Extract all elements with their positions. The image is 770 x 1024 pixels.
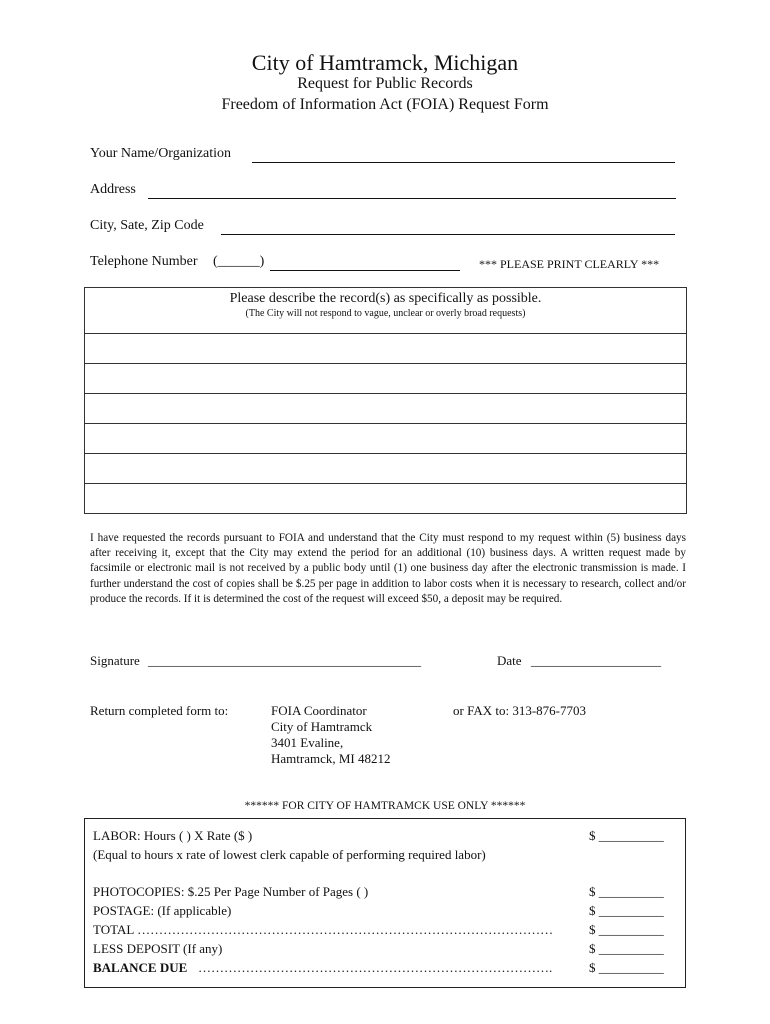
signature-field[interactable]: __________________________________________ [148, 653, 421, 668]
records-request-heading: Please describe the record(s) as specifically as possible. [229, 291, 542, 306]
name-label: Your Name/Organization [90, 146, 232, 161]
form-title: City of Hamtramck, Michigan [251, 50, 519, 75]
address-field[interactable] [148, 198, 676, 199]
balance-due-dots: ………………………………………………………………………. [198, 960, 553, 975]
name-field[interactable] [252, 162, 675, 163]
photocopies-amount[interactable]: $ __________ [589, 884, 664, 899]
form-subtitle-foia: Freedom of Information Act (FOIA) Request Form [221, 96, 549, 113]
postage-line: POSTAGE: (If applicable) [93, 903, 232, 918]
labor-note: (Equal to hours x rate of lowest clerk capable of performing required labor) [93, 847, 486, 862]
return-address [271, 703, 391, 767]
total-line: TOTAL …………………………………………………………………………………… [93, 922, 554, 937]
deposit-amount[interactable]: $ __________ [589, 941, 664, 956]
date-field[interactable]: ____________________ [531, 653, 661, 668]
telephone-area-code-field[interactable]: (______) [213, 254, 265, 269]
foia-statement: I have requested the records pursuant to FOIA and understand that the City must respond to my request within (5) business days after receiving it, except that the City may extend the period for an additional (10) business days. A written request made by facsimile or electronic mail is not received by a public body until (1) one business day after the electronic transmission is made. I further understand the cost of copies shall be $.25 per page in addition to labor costs when it is necessary to research, collect and/or produce the records. If it is determined the cost of the request will exceed $50, a deposit may be required. [90, 532, 686, 605]
postage-amount[interactable]: $ __________ [589, 903, 664, 918]
records-request-line-5[interactable] [85, 454, 686, 484]
return-label: Return completed form to: [90, 703, 229, 718]
records-request-line-4[interactable] [85, 424, 686, 454]
date-label: Date [497, 653, 522, 668]
records-request-box [84, 287, 687, 514]
signature-label: Signature [90, 653, 140, 668]
records-request-line-6[interactable] [85, 484, 686, 513]
telephone-field[interactable] [270, 270, 460, 271]
return-address-line: 3401 Evaline, [271, 735, 344, 750]
records-request-header [85, 288, 686, 334]
print-clearly-note: *** PLEASE PRINT CLEARLY *** [479, 257, 660, 271]
address-label: Address [90, 182, 136, 197]
balance-due-label: BALANCE DUE [93, 960, 188, 975]
records-request-note: (The City will not respond to vague, unclear or overly broad requests) [245, 308, 526, 319]
total-amount[interactable]: $ __________ [589, 922, 664, 937]
records-request-line-2[interactable] [85, 364, 686, 394]
form-subtitle: Request for Public Records [297, 75, 473, 92]
records-request-line-1[interactable] [85, 334, 686, 364]
labor-amount[interactable]: $ __________ [589, 828, 664, 843]
photocopies-line: PHOTOCOPIES: $.25 Per Page Number of Pages ( ) [93, 884, 369, 899]
records-request-line-3[interactable] [85, 394, 686, 424]
fax-number: or FAX to: 313-876-7703 [453, 703, 587, 718]
office-use-box [84, 818, 686, 988]
city-state-zip-field[interactable] [221, 234, 675, 235]
return-address-line: City of Hamtramck [271, 719, 373, 734]
return-address-line: Hamtramck, MI 48212 [271, 751, 391, 766]
city-state-zip-label: City, Sate, Zip Code [90, 218, 204, 233]
office-use-heading: ****** FOR CITY OF HAMTRAMCK USE ONLY ****** [244, 800, 526, 812]
deposit-line: LESS DEPOSIT (If any) [93, 941, 223, 956]
labor-line: LABOR: Hours ( ) X Rate ($ ) [93, 828, 253, 843]
balance-due-amount[interactable]: $ __________ [589, 960, 664, 975]
return-address-line: FOIA Coordinator [271, 703, 367, 718]
telephone-label: Telephone Number [90, 254, 198, 269]
